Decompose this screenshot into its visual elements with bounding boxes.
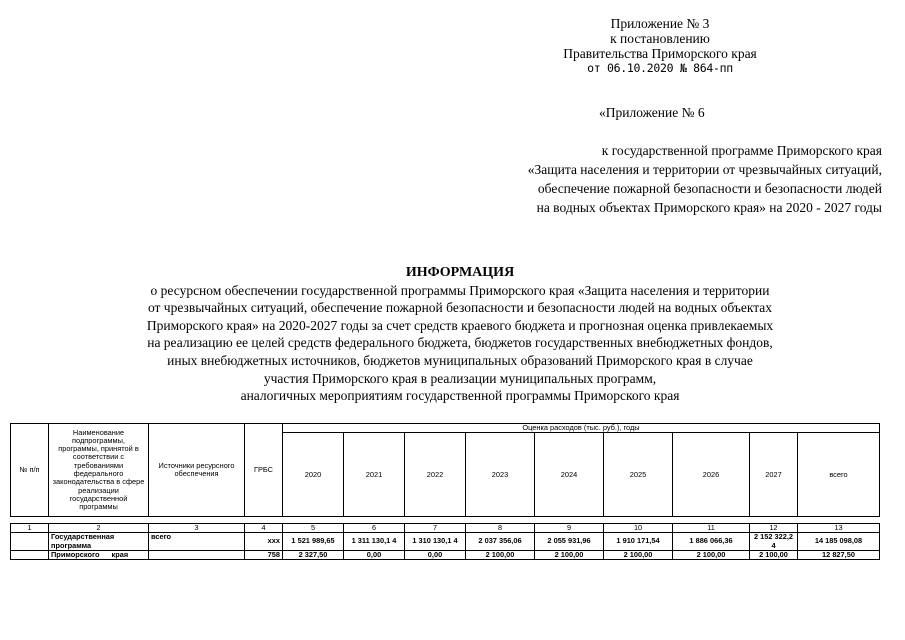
table-gap	[11, 517, 880, 524]
row-value: 2 100,00	[604, 551, 673, 560]
annex-3-line: Правительства Приморского края	[563, 46, 757, 61]
row-value: 1 886 066,36	[673, 533, 750, 551]
table-row	[11, 551, 880, 560]
row-source	[149, 551, 245, 560]
annex-3-line: к постановлению	[610, 31, 710, 46]
header-estimate: Оценка расходов (тыс. руб.), годы	[283, 424, 880, 433]
column-number: 3	[149, 524, 245, 533]
row-source: всего	[149, 533, 245, 551]
column-number: 10	[604, 524, 673, 533]
row-value: 2 100,00	[673, 551, 750, 560]
column-number: 9	[535, 524, 604, 533]
column-number: 6	[344, 524, 405, 533]
header-grbs: ГРБС	[245, 424, 283, 517]
row-grbs: ххх	[245, 533, 283, 551]
column-number: 8	[466, 524, 535, 533]
column-number-row	[11, 524, 880, 533]
row-grbs: 758	[245, 551, 283, 560]
column-number: 2	[49, 524, 149, 533]
header-name: Наименование подпрограммы, программы, принятой в соответствии с требованиями федерального законодательства в сфере реализации государственной программы	[49, 424, 149, 517]
row-value: 1 311 130,1 4	[344, 533, 405, 551]
header-year: 2021	[344, 433, 405, 517]
information-line: Приморского края» на 2020-2027 годы за счет средств краевого бюджета и прогнозная оценка привлекаемых	[146, 317, 774, 333]
information-line: от чрезвычайных ситуаций, обеспечение пожарной безопасности и безопасности людей на водных объектах	[147, 300, 773, 316]
column-number: 5	[283, 524, 344, 533]
column-number: 11	[673, 524, 750, 533]
resolution-date-stamp: от 06.10.2020 № 864-пп	[587, 61, 733, 75]
row-value: 14 185 098,08	[798, 533, 880, 551]
information-line: участия Приморского края в реализации муниципальных программ,	[263, 370, 657, 386]
header-year: всего	[798, 433, 880, 517]
annex-3-line: Приложение № 3	[610, 16, 710, 31]
row-name: Приморского края	[49, 551, 149, 560]
row-value: 2 055 931,96	[535, 533, 604, 551]
annex-3-header	[540, 16, 780, 76]
annex-6-title: «Приложение № 6	[599, 105, 705, 120]
row-value: 0,00	[405, 551, 466, 560]
annex-6-line: к государственной программе Приморского края	[601, 143, 882, 158]
header-num: № п/п	[11, 424, 49, 517]
information-line: о ресурсном обеспечении государственной программы Приморского края «Защита населения и территории	[150, 282, 770, 298]
information-line: на реализацию ее целей средств федерального бюджета, бюджетов государственных внебюджетных фондов,	[147, 335, 773, 351]
row-value: 2 327,50	[283, 551, 344, 560]
header-year: 2023	[466, 433, 535, 517]
row-value: 0,00	[344, 551, 405, 560]
table-header-row	[11, 424, 880, 433]
information-line: аналогичных мероприятиям государственной программы Приморского края	[240, 388, 680, 404]
information-block	[72, 264, 848, 405]
annex-6-line: обеспечение пожарной безопасности и безопасности людей	[537, 181, 882, 196]
header-year: 2022	[405, 433, 466, 517]
resource-table	[10, 423, 880, 560]
column-number: 7	[405, 524, 466, 533]
information-title: ИНФОРМАЦИЯ	[405, 265, 515, 280]
information-line: иных внебюджетных источников, бюджетов муниципальных образований Приморского края в случае	[167, 352, 753, 368]
row-value: 1 310 130,1 4	[405, 533, 466, 551]
row-num	[11, 551, 49, 560]
header-source: Источники ресурсного обеспечения	[149, 424, 245, 517]
annex-6-header	[395, 141, 882, 217]
row-value: 1 521 989,65	[283, 533, 344, 551]
table-row	[11, 533, 880, 551]
column-number: 1	[11, 524, 49, 533]
column-number: 4	[245, 524, 283, 533]
row-value: 2 152 322,2 4	[750, 533, 798, 551]
row-value: 12 827,50	[798, 551, 880, 560]
row-value: 2 100,00	[750, 551, 798, 560]
header-year: 2024	[535, 433, 604, 517]
header-year: 2025	[604, 433, 673, 517]
annex-6-line: на водных объектах Приморского края» на 2020 - 2027 годы	[536, 200, 882, 215]
row-value: 2 037 356,06	[466, 533, 535, 551]
row-name: Государственная программа	[49, 533, 149, 551]
column-number: 13	[798, 524, 880, 533]
header-year: 2026	[673, 433, 750, 517]
header-year: 2020	[283, 433, 344, 517]
row-num	[11, 533, 49, 551]
annex-6-line: «Защита населения и территории от чрезвычайных ситуаций,	[527, 162, 882, 177]
row-value: 2 100,00	[535, 551, 604, 560]
row-value: 1 910 171,54	[604, 533, 673, 551]
header-year: 2027	[750, 433, 798, 517]
column-number: 12	[750, 524, 798, 533]
row-value: 2 100,00	[466, 551, 535, 560]
